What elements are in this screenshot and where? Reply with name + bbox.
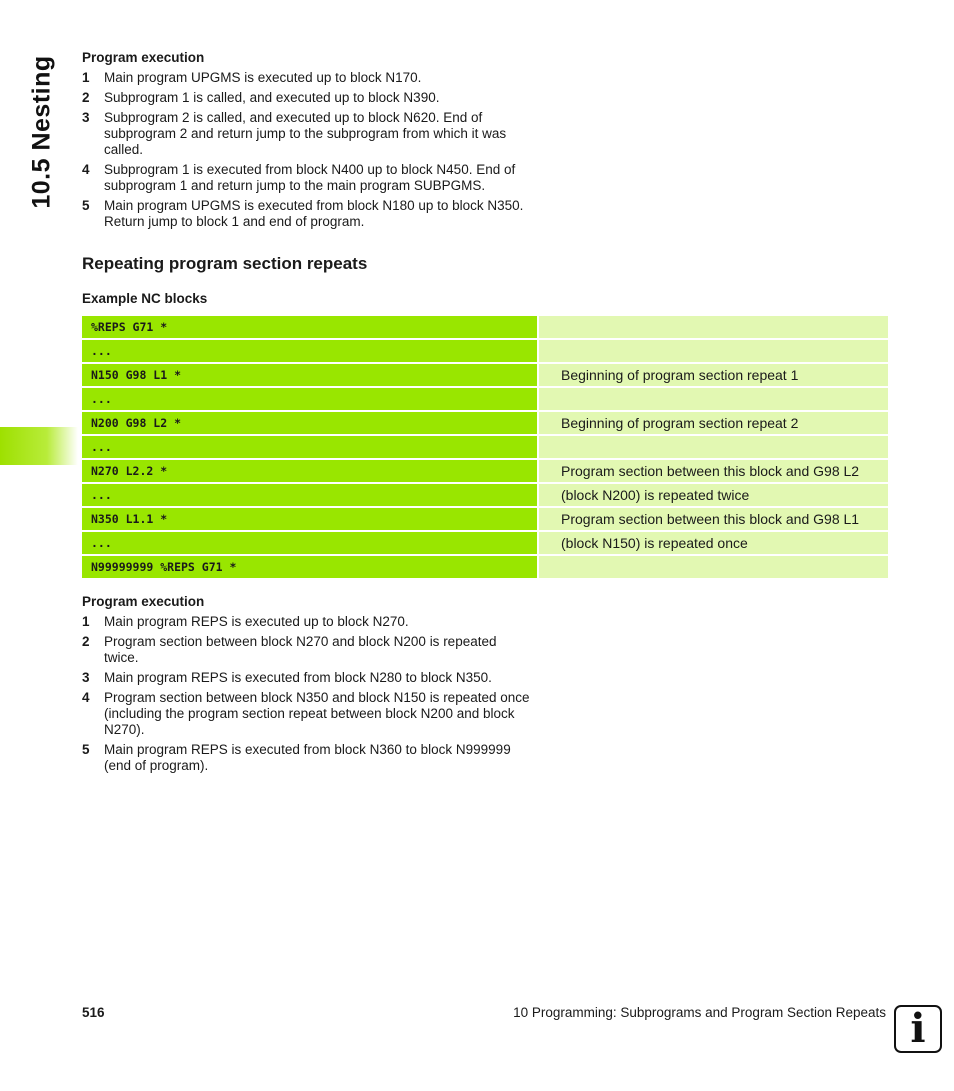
- table-row: [82, 532, 888, 554]
- nc-code: N200 G98 L2 *: [82, 412, 537, 434]
- page-number: 516: [82, 1005, 105, 1020]
- list-item: 2 Program section between block N270 and block N200 is repeated twice.: [82, 634, 497, 665]
- list-item: 5 Main program UPGMS is executed from block N180 up to block N350. Return jump to block 1 and end of program.: [82, 198, 524, 229]
- info-icon-glyph: i: [910, 1005, 926, 1052]
- table-row: [82, 388, 888, 410]
- table-row: [82, 364, 888, 386]
- nc-comment: (block N200) is repeated twice: [539, 484, 888, 506]
- side-chapter-title: [24, 52, 60, 212]
- nc-code: ...: [82, 532, 537, 554]
- list-item: 1 Main program REPS is executed up to block N270.: [82, 614, 409, 629]
- nc-comment: [539, 436, 888, 458]
- nc-code: ...: [82, 436, 537, 458]
- nc-comment: [539, 340, 888, 362]
- nc-code: ...: [82, 484, 537, 506]
- table-row: [82, 460, 888, 482]
- nc-code: ...: [82, 340, 537, 362]
- table-row: [82, 436, 888, 458]
- nc-comment: [539, 388, 888, 410]
- table-row: [82, 316, 888, 338]
- list-item: 3 Main program REPS is executed from block N280 to block N350.: [82, 670, 492, 685]
- table-row: [82, 340, 888, 362]
- program-execution-heading-2: Program execution: [82, 594, 205, 609]
- program-execution-heading-1: Program execution: [82, 50, 205, 65]
- list-item: 2 Subprogram 1 is called, and executed up to block N390.: [82, 90, 440, 105]
- list-item: 4 Subprogram 1 is executed from block N400 up to block N450. End of subprogram 1 and return jump to the main program SUBPGMS.: [82, 162, 516, 193]
- list-item: 4 Program section between block N350 and block N150 is repeated once (including the program section repeat between block N200 and block N270).: [82, 690, 530, 737]
- nc-comment: [539, 316, 888, 338]
- side-chapter-tab: [0, 427, 78, 465]
- nc-comment: [539, 556, 888, 578]
- info-icon: [894, 1005, 942, 1053]
- section-title: Repeating program section repeats: [82, 254, 368, 273]
- nc-comment: (block N150) is repeated once: [539, 532, 888, 554]
- nc-comment: Program section between this block and G98 L2: [539, 460, 888, 482]
- page-content: [82, 50, 888, 778]
- side-chapter-title-text: 10.5 Nesting: [27, 55, 56, 209]
- nc-comment: Beginning of program section repeat 1: [539, 364, 888, 386]
- chapter-title: 10 Programming: Subprograms and Program Section Repeats: [513, 1005, 886, 1020]
- program-execution-list-1: [82, 70, 532, 230]
- nc-comment: Program section between this block and G98 L1: [539, 508, 888, 530]
- list-item: 5 Main program REPS is executed from block N360 to block N999999 (end of program).: [82, 742, 511, 773]
- nc-code: N150 G98 L1 *: [82, 364, 537, 386]
- nc-code: %REPS G71 *: [82, 316, 537, 338]
- list-item: 3 Subprogram 2 is called, and executed up to block N620. End of subprogram 2 and return jump to the subprogram from which it was called.: [82, 110, 507, 157]
- table-row: [82, 556, 888, 578]
- example-nc-blocks-heading: Example NC blocks: [82, 291, 208, 306]
- list-item: 1 Main program UPGMS is executed up to block N170.: [82, 70, 422, 85]
- table-row: [82, 412, 888, 434]
- nc-blocks-table: [82, 314, 888, 580]
- nc-code: N270 L2.2 *: [82, 460, 537, 482]
- nc-code: N350 L1.1 *: [82, 508, 537, 530]
- nc-code: ...: [82, 388, 537, 410]
- nc-comment: Beginning of program section repeat 2: [539, 412, 888, 434]
- nc-code: N99999999 %REPS G71 *: [82, 556, 537, 578]
- table-row: [82, 508, 888, 530]
- table-row: [82, 484, 888, 506]
- program-execution-list-2: [82, 614, 532, 774]
